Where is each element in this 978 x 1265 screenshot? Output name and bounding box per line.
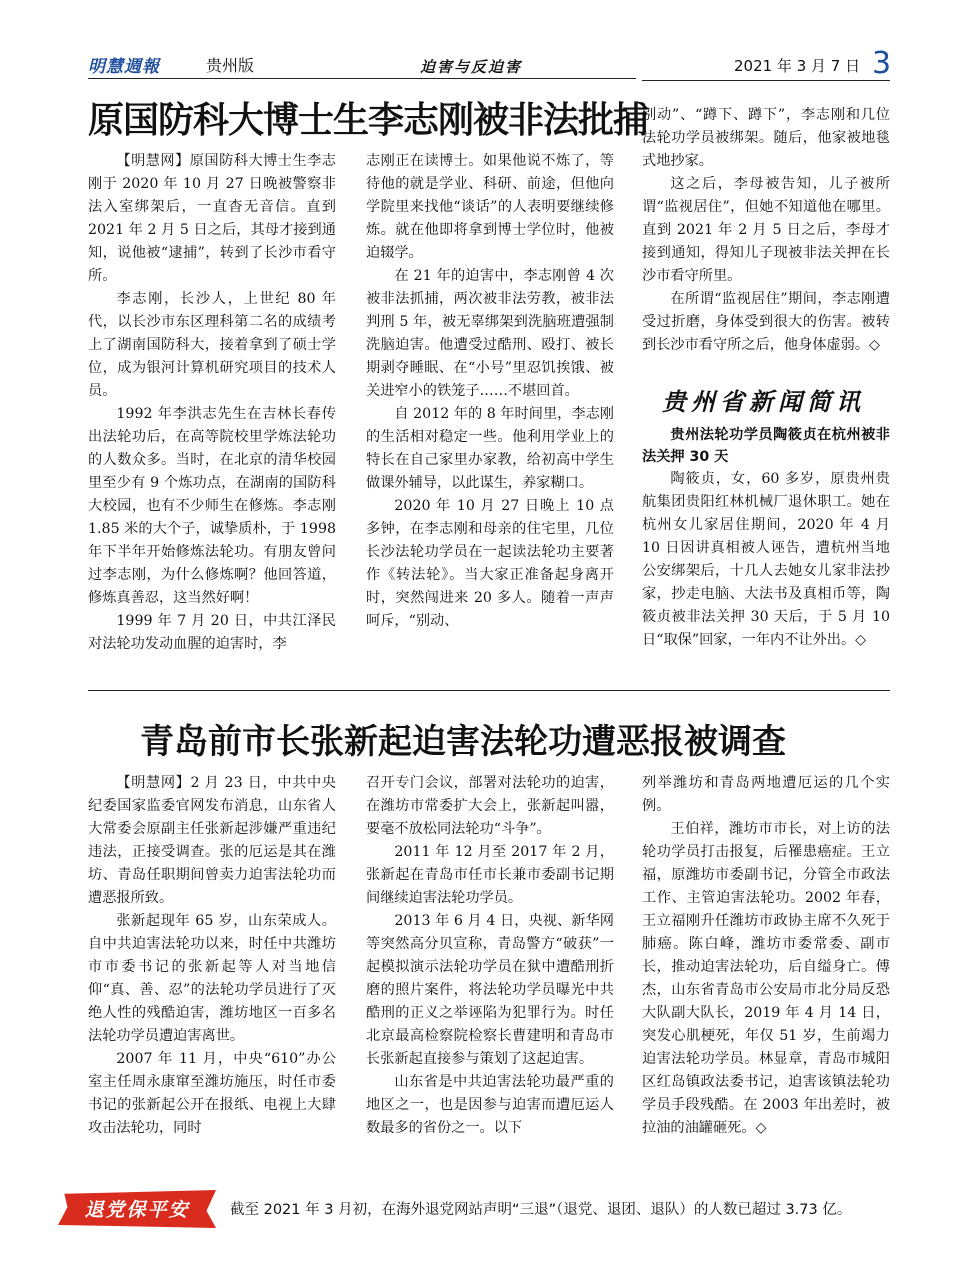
paragraph: 召开专门会议，部署对法轮功的迫害，在潍坊市常委扩大会上，张新起叫嚣，要毫不放松同法轮功“斗争”。 — [366, 775, 614, 837]
paragraph: 2020 年 10 月 27 日晚上 10 点多钟，在李志刚和母亲的住宅里，几位长沙法轮功学员在一起读法轮功主要著作《转法轮》。当大家正准备起身离开时，突然闯进来 20 多人。随着一声声呵斥，“别动、 — [366, 498, 614, 629]
article1-column-2 — [366, 150, 614, 633]
article2-column-3 — [642, 772, 890, 1140]
article2-column-2 — [366, 772, 614, 1140]
paragraph: 山东省是中共迫害法轮功最严重的地区之一，也是因参与迫害而遭厄运人数最多的省份之一。以下 — [366, 1074, 614, 1136]
paragraph: 【明慧网】2 月 23 日，中共中央纪委国家监委官网发布消息，山东省人大常委会原副主任张新起涉嫌严重违纪违法，正接受调查。张的厄运是其在潍坊、青岛任职期间曾卖力迫害法轮功而遭恶报所致。 — [88, 775, 336, 906]
paragraph: 2007 年 11 月，中央“610”办公室主任周永康窜至潍坊施压，时任市委书记的张新起公开在报纸、电视上大肆攻击法轮功，同时 — [88, 1051, 336, 1136]
paragraph: 1992 年李洪志先生在吉林长春传出法轮功后，在高等院校里学炼法轮功的人数众多。当时，在北京的清华校园里至少有 9 个炼功点，在湖南的国防科大校园，也有不少师生在修炼。李志刚 1.85 米的大个子，诚挚质朴，于 1998 年下半年开始修炼法轮功。有朋友曾问过李志刚，为什么修炼啊？他回答道，修炼真善忍，这当然好啊！ — [88, 406, 336, 606]
brief-headline: 贵州法轮功学员陶筱贞在杭州被非法关押 30 天 — [642, 427, 890, 465]
article1-headline: 原国防科大博士生李志刚被非法批捕 — [88, 100, 649, 141]
brief-box-title: 贵州省新闻简讯 — [662, 387, 865, 416]
paragraph: 列举潍坊和青岛两地遭厄运的几个实例。 — [642, 775, 890, 814]
brief-box — [642, 424, 890, 652]
paragraph: 张新起现年 65 岁，山东荣成人。自中共迫害法轮功以来，时任中共潍坊市市委书记的张新起等人对当地信仰“真、善、忍”的法轮功学员进行了灭绝人性的残酷迫害，潍坊地区一百多名法轮功学员遭迫害离世。 — [88, 913, 336, 1044]
paragraph: 自 2012 年的 8 年时间里，李志刚的生活相对稳定一些。他利用学业上的特长在自己家里办家教，给初高中学生做课外辅导，以此谋生，养家糊口。 — [366, 406, 614, 491]
paragraph: 2011 年 12 月至 2017 年 2 月，张新起在青岛市任市长兼市委副书记期间继续迫害法轮功学员。 — [366, 844, 614, 906]
section-title: 迫害与反迫害 — [420, 58, 523, 76]
paragraph: 【明慧网】原国防科大博士生李志刚于 2020 年 10 月 27 日晚被警察非法入室绑架后，一直杳无音信。直到 2021 年 2 月 5 日之后，其母才接到通知，说他被“逮捕”，转到了长沙市看守所。 — [88, 153, 336, 284]
paragraph: 李志刚，长沙人，上世纪 80 年代，以长沙市东区理科第二名的成绩考上了湖南国防科大，接着拿到了硕士学位，成为银河计算机研究项目的技术人员。 — [88, 291, 336, 399]
paragraph: 别动”、“蹲下、蹲下”，李志刚和几位法轮功学员被绑架。随后，他家被地毯式地抄家。 — [642, 107, 890, 169]
brief-body: 陶筱贞，女，60 多岁，原贵州贵航集团贵阳红林机械厂退休职工。她在杭州女儿家居住期间，2020 年 4 月 10 日因讲真相被人诬告，遭杭州当地公安绑架后，十几人去她女儿家非法抄家，抄走电脑、大法书及真相币等，陶筱贞被非法关押 30 天后，于 5 月 10 日“取保”回家，一年内不让外出。◇ — [642, 471, 890, 648]
footer-statement: 截至 2021 年 3 月初，在海外退党网站声明“三退”（退党、退团、退队）的人数已超过 3.73 亿。 — [230, 1202, 852, 1218]
paragraph: 2013 年 6 月 4 日，央视、新华网等突然高分贝宣称，青岛警方“破获”一起模拟演示法轮功学员在狱中遭酷刑折磨的照片案件，将法轮功学员曝光中共酷刑的正义之举诬陷为犯罪行为。时任北京最高检察院检察长曹建明和青岛市长张新起直接参与策划了这起迫害。 — [366, 913, 614, 1067]
issue-date: 2021 年 3 月 7 日 — [734, 57, 861, 75]
article1-column-3 — [642, 104, 890, 357]
paragraph: 这之后，李母被告知，儿子被所谓“监视居住”，但她不知道他在哪里。直到 2021 年 2 月 5 日之后，李母才接到通知，得知儿子现被非法关押在长沙市看守所里。 — [642, 176, 890, 284]
article1-column-1 — [88, 150, 336, 656]
paragraph: 1999 年 7 月 20 日，中共江泽民对法轮功发动血腥的迫害时，李 — [88, 613, 336, 652]
paragraph: 王伯祥，潍坊市市长，对上访的法轮功学员打击报复，后罹患癌症。王立福，原潍坊市委副书记，分管全市政法工作、主管迫害法轮功。2002 年春，王立福刚升任潍坊市政协主席不久死于肺癌。陈白峰，潍坊市委常委、副市长，推动迫害法轮功，后自缢身亡。傅杰，山东省青岛市公安局市北分局反恐大队副大队长，2019 年 4 月 14 日，突发心肌梗死，年仅 51 岁，生前竭力迫害法轮功学员。林显章，青岛市城阳区红岛镇政法委书记，迫害该镇法轮功学员手段残酷。在 2003 年出差时，被拉油的油罐砸死。◇ — [642, 821, 890, 1136]
paragraph: 志刚正在读博士。如果他说不炼了，等待他的就是学业、科研、前途，但他向学院里来找他“谈话”的人表明要继续修炼。就在他即将拿到博士学位时，他被迫辍学。 — [366, 153, 614, 261]
edition-label: 贵州版 — [206, 56, 255, 75]
paragraph: 在 21 年的迫害中，李志刚曾 4 次被非法抓捕，两次被非法劳教，被非法判刑 5 年，被无辜绑架到洗脑班遭强制洗脑迫害。他遭受过酷刑、殴打、被长期剥夺睡眠、在“小号”里忍饥挨饿、被关进窄小的铁笼子……不堪回首。 — [366, 268, 614, 399]
article2-headline: 青岛前市长张新起迫害法轮功遭恶报被调查 — [140, 722, 786, 762]
paragraph: 在所谓“监视居住”期间，李志刚遭受过折磨，身体受到很大的伤害。被转到长沙市看守所之后，他身体虚弱。◇ — [642, 291, 890, 353]
footer-banner-label: 退党保平安 — [84, 1199, 190, 1221]
article2-column-1 — [88, 772, 336, 1140]
section-divider — [88, 690, 890, 691]
masthead: 明慧週報 — [88, 57, 160, 77]
header-rule-right — [642, 80, 890, 81]
header-rule — [88, 78, 636, 79]
page-number: 3 — [872, 46, 892, 81]
